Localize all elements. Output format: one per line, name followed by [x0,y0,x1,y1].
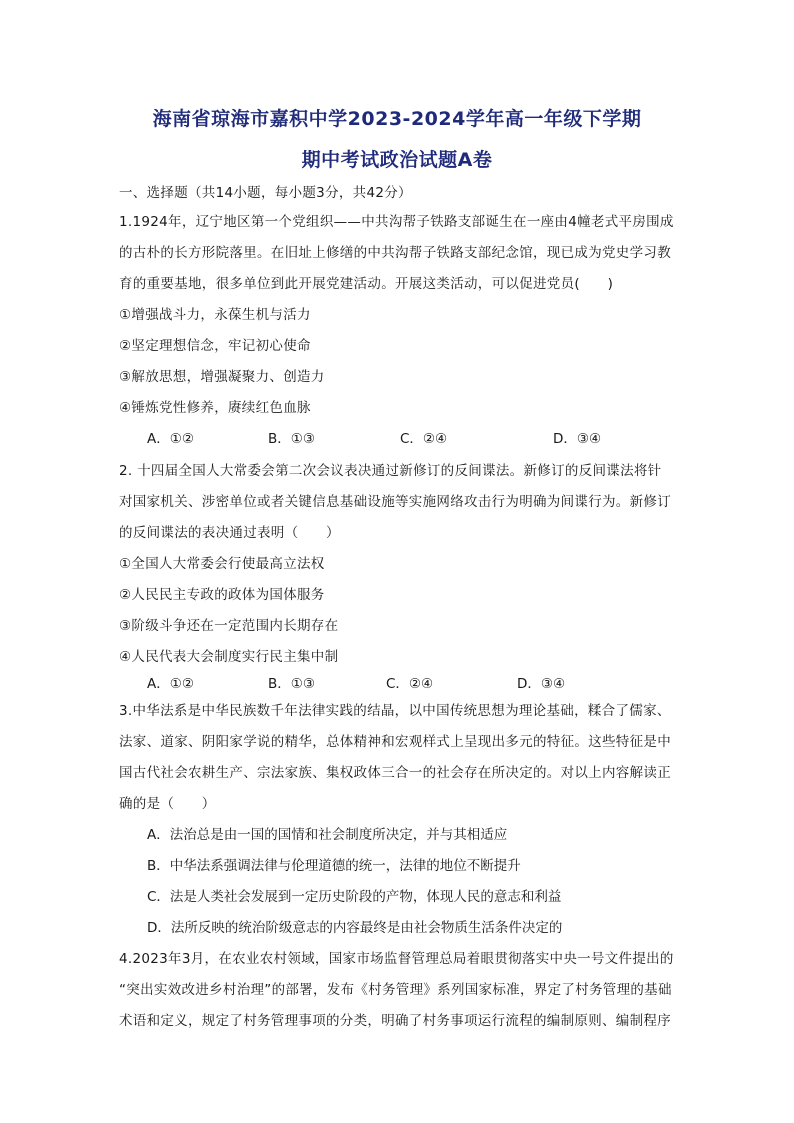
q3-option-d: D．法所反映的统治阶级意志的内容最终是由社会物质生活条件决定的 [147,920,563,936]
q1-stem-line2: 的古朴的长方形院落里。在旧址上修缮的中共沟帮子铁路支部纪念馆，现已成为党史学习教 [119,245,671,261]
q2-statement-2: ②人民民主专政的政体为国体服务 [119,587,325,603]
q3-stem-line3: 国古代社会农耕生产、宗法家族、集权政体三合一的社会存在所决定的。对以上内容解读正 [119,765,671,781]
q1-statement-4: ④锤炼党性修养，赓续红色血脉 [119,400,311,416]
q2-option-b: B．①③ [268,676,315,692]
q2-option-a: A．①② [147,676,194,692]
q1-stem-line3: 育的重要基地，很多单位到此开展党建活动。开展这类活动，可以促进党员( ) [119,276,614,292]
q1-option-a: A．①② [147,431,194,447]
q4-stem-line3: 术语和定义，规定了村务管理事项的分类，明确了村务事项运行流程的编制原则、编制程序 [119,1013,671,1029]
q3-option-b: B．中华法系强调法律与伦理道德的统一，法律的地位不断提升 [147,858,521,874]
q2-stem-line2: 对国家机关、涉密单位或者关键信息基础设施等实施网络攻击行为明确为间谍行为。新修订 [119,494,671,510]
exam-title-line1: 海南省琼海市嘉积中学2023-2024学年高一年级下学期 [152,108,642,130]
q2-stem-line1: 2. 十四届全国人大常委会第二次会议表决通过新修订的反间谍法。新修订的反间谍法将针 [119,463,662,479]
q4-stem-line2: “突出实效改进乡村治理”的部署，发布《村务管理》系列国家标准，界定了村务管理的基础 [119,982,672,998]
q2-statement-1: ①全国人大常委会行使最高立法权 [119,556,325,572]
q4-stem-line1: 4.2023年3月，在农业农村领域，国家市场监督管理总局着眼贯彻落实中央一号文件提出的 [119,951,674,967]
q2-statement-4: ④人民代表大会制度实行民主集中制 [119,649,339,665]
q3-stem-line2: 法家、道家、阴阳家学说的精华，总体精神和宏观样式上呈现出多元的特征。这些特征是中 [119,734,671,750]
q1-option-b: B．①③ [268,431,315,447]
q2-statement-3: ③阶级斗争还在一定范围内长期存在 [119,618,339,634]
section-header: 一、选择题（共14小题，每小题3分，共42分） [119,185,412,201]
q1-statement-2: ②坚定理想信念，牢记初心使命 [119,338,311,354]
q3-option-c: C．法是人类社会发展到一定历史阶段的产物，体现人民的意志和利益 [147,889,562,905]
q1-option-d: D．③④ [553,431,602,447]
q3-stem-line1: 3.中华法系是中华民族数千年法律实践的结晶，以中国传统思想为理论基础，糅合了儒家、 [119,703,671,719]
q2-option-c: C．②④ [386,676,434,692]
exam-title-line2: 期中考试政治试题A卷 [301,149,493,171]
q2-option-d: D．③④ [517,676,566,692]
q1-statement-1: ①增强战斗力，永葆生机与活力 [119,307,311,323]
q3-stem-line4: 确的是（ ） [119,796,216,812]
q2-stem-line3: 的反间谍法的表决通过表明（ ） [119,525,340,541]
q1-statement-3: ③解放思想，增强凝聚力、创造力 [119,369,325,385]
q3-option-a: A．法治总是由一国的国情和社会制度所决定，并与其相适应 [147,827,508,843]
q1-stem-line1: 1.1924年，辽宁地区第一个党组织——中共沟帮子铁路支部诞生在一座由4幢老式平房围成 [119,214,674,230]
q1-option-c: C．②④ [400,431,448,447]
